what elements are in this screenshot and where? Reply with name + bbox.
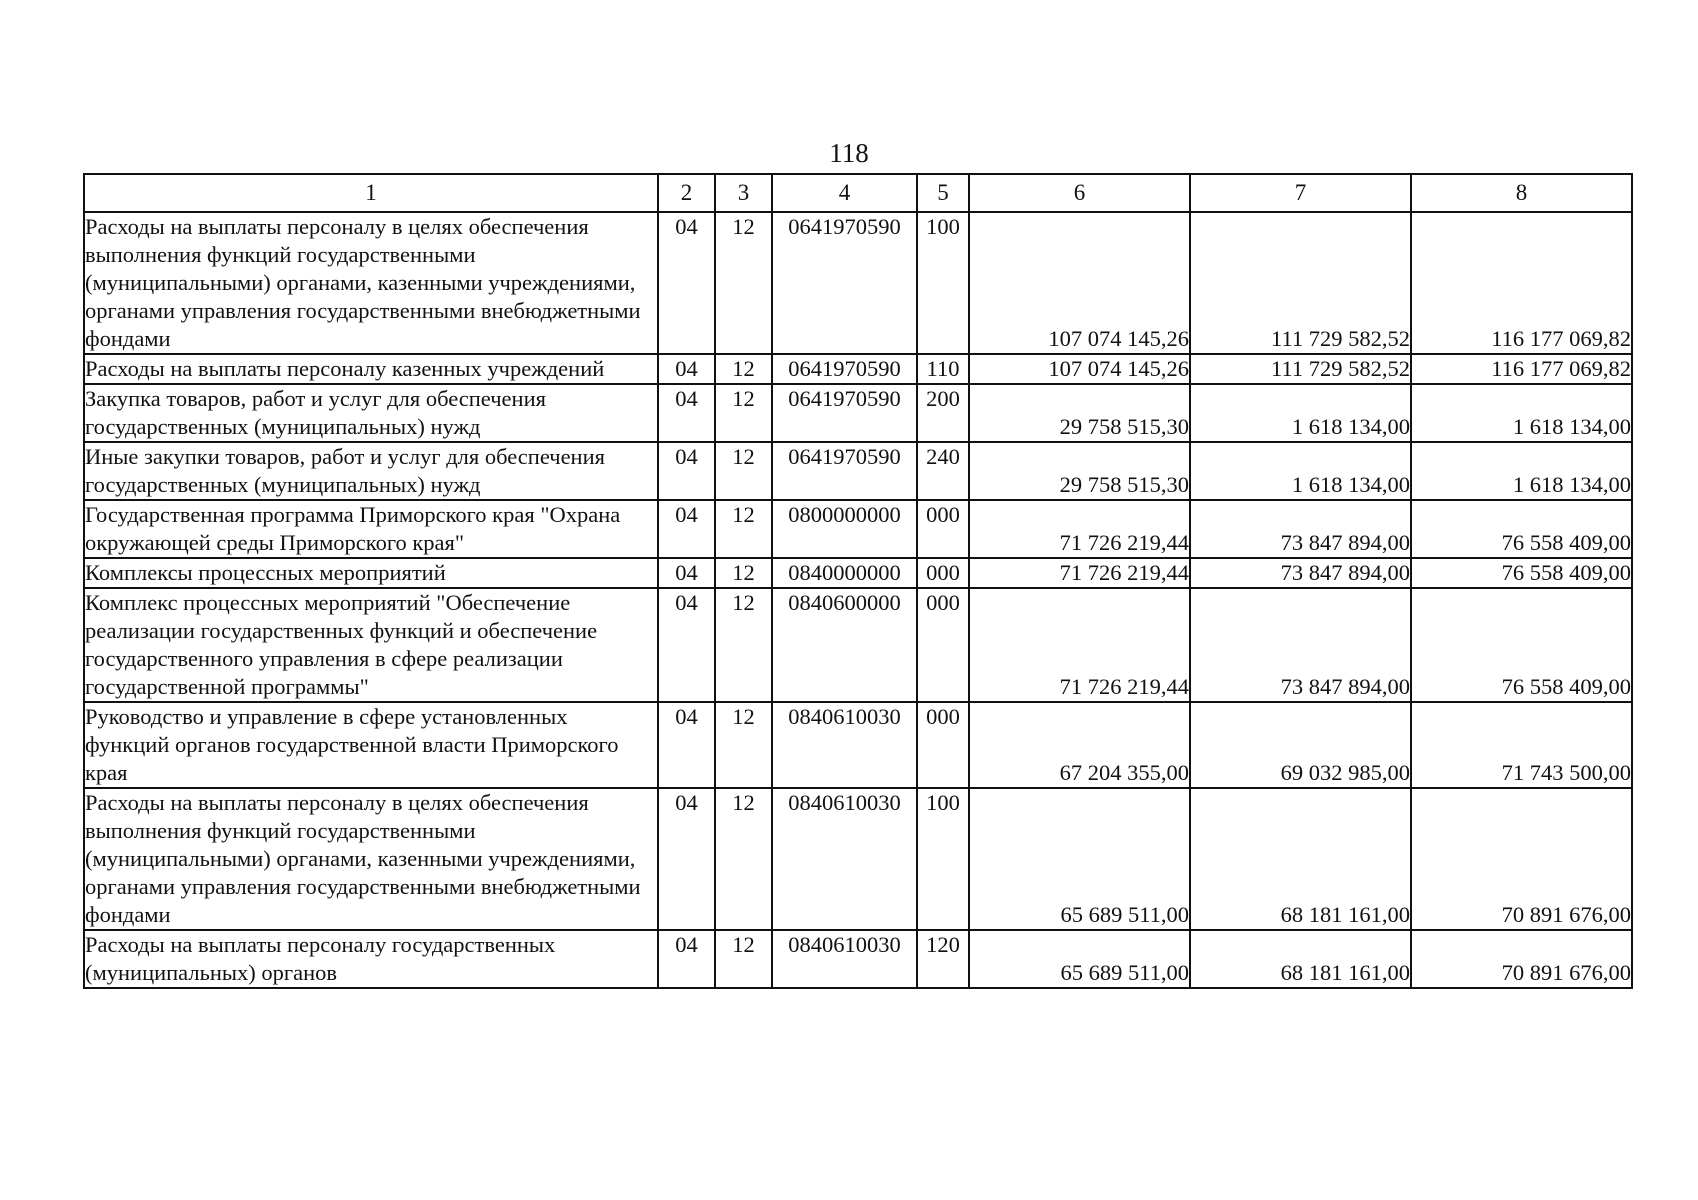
table-row [84, 588, 1632, 702]
target-article-cell: 0840600000 [772, 588, 917, 702]
table-row [84, 788, 1632, 930]
table-row [84, 354, 1632, 384]
expense-name-cell: Расходы на выплаты персоналу в целях обеспечения выполнения функций государственными (муниципальными) органами, казенными учреждениями, органами управления государственными внебюджетными фондами [84, 788, 658, 930]
amount-cell-col6: 29 758 515,30 [969, 384, 1190, 442]
expense-name-cell: Иные закупки товаров, работ и услуг для обеспечения государственных (муниципальных) нужд [84, 442, 658, 500]
amount-cell-col6: 107 074 145,26 [969, 212, 1190, 354]
expense-type-cell: 120 [917, 930, 969, 988]
section-code-cell: 04 [658, 702, 715, 788]
subsection-code-cell: 12 [715, 702, 772, 788]
amount-cell-col6: 29 758 515,30 [969, 442, 1190, 500]
table-row [84, 558, 1632, 588]
subsection-code-cell: 12 [715, 558, 772, 588]
amount-cell-col7: 111 729 582,52 [1190, 212, 1411, 354]
amount-cell-col7: 73 847 894,00 [1190, 500, 1411, 558]
amount-cell-col6: 65 689 511,00 [969, 930, 1190, 988]
section-code-cell: 04 [658, 930, 715, 988]
subsection-code-cell: 12 [715, 930, 772, 988]
column-header: 7 [1190, 174, 1411, 212]
column-header: 1 [84, 174, 658, 212]
amount-cell-col6: 67 204 355,00 [969, 702, 1190, 788]
table-row [84, 442, 1632, 500]
amount-cell-col8: 1 618 134,00 [1411, 384, 1632, 442]
amount-cell-col8: 76 558 409,00 [1411, 588, 1632, 702]
subsection-code-cell: 12 [715, 354, 772, 384]
target-article-cell: 0800000000 [772, 500, 917, 558]
target-article-cell: 0840610030 [772, 930, 917, 988]
column-header: 4 [772, 174, 917, 212]
amount-cell-col7: 73 847 894,00 [1190, 558, 1411, 588]
amount-cell-col8: 1 618 134,00 [1411, 442, 1632, 500]
expense-name-cell: Государственная программа Приморского края "Охрана окружающей среды Приморского края" [84, 500, 658, 558]
expense-name-cell: Закупка товаров, работ и услуг для обеспечения государственных (муниципальных) нужд [84, 384, 658, 442]
column-header: 8 [1411, 174, 1632, 212]
section-code-cell: 04 [658, 442, 715, 500]
amount-cell-col7: 68 181 161,00 [1190, 788, 1411, 930]
expense-type-cell: 000 [917, 500, 969, 558]
expense-type-cell: 100 [917, 212, 969, 354]
subsection-code-cell: 12 [715, 788, 772, 930]
subsection-code-cell: 12 [715, 384, 772, 442]
section-code-cell: 04 [658, 558, 715, 588]
budget-table [83, 173, 1633, 989]
expense-name-cell: Руководство и управление в сфере установленных функций органов государственной власти Приморского края [84, 702, 658, 788]
target-article-cell: 0840610030 [772, 788, 917, 930]
expense-type-cell: 000 [917, 702, 969, 788]
target-article-cell: 0840610030 [772, 702, 917, 788]
amount-cell-col6: 65 689 511,00 [969, 788, 1190, 930]
expense-name-cell: Расходы на выплаты персоналу в целях обеспечения выполнения функций государственными (муниципальными) органами, казенными учреждениями, органами управления государственными внебюджетными фондами [84, 212, 658, 354]
target-article-cell: 0641970590 [772, 212, 917, 354]
table-row [84, 930, 1632, 988]
amount-cell-col7: 73 847 894,00 [1190, 588, 1411, 702]
subsection-code-cell: 12 [715, 442, 772, 500]
target-article-cell: 0641970590 [772, 384, 917, 442]
amount-cell-col8: 116 177 069,82 [1411, 212, 1632, 354]
subsection-code-cell: 12 [715, 588, 772, 702]
amount-cell-col7: 1 618 134,00 [1190, 442, 1411, 500]
section-code-cell: 04 [658, 354, 715, 384]
header-row [84, 174, 1632, 212]
amount-cell-col8: 76 558 409,00 [1411, 500, 1632, 558]
amount-cell-col8: 71 743 500,00 [1411, 702, 1632, 788]
target-article-cell: 0641970590 [772, 354, 917, 384]
section-code-cell: 04 [658, 212, 715, 354]
table-row [84, 212, 1632, 354]
expense-type-cell: 000 [917, 558, 969, 588]
page-number: 118 [829, 138, 869, 168]
section-code-cell: 04 [658, 384, 715, 442]
amount-cell-col7: 68 181 161,00 [1190, 930, 1411, 988]
target-article-cell: 0840000000 [772, 558, 917, 588]
expense-name-cell: Комплекс процессных мероприятий "Обеспечение реализации государственных функций и обеспечение государственного управления в сфере реализации государственной программы" [84, 588, 658, 702]
expense-name-cell: Расходы на выплаты персоналу казенных учреждений [84, 354, 658, 384]
expense-name-cell: Расходы на выплаты персоналу государственных (муниципальных) органов [84, 930, 658, 988]
amount-cell-col8: 70 891 676,00 [1411, 930, 1632, 988]
amount-cell-col8: 76 558 409,00 [1411, 558, 1632, 588]
expense-type-cell: 110 [917, 354, 969, 384]
amount-cell-col7: 1 618 134,00 [1190, 384, 1411, 442]
table-row [84, 384, 1632, 442]
subsection-code-cell: 12 [715, 500, 772, 558]
column-header: 3 [715, 174, 772, 212]
column-header: 5 [917, 174, 969, 212]
table-row [84, 500, 1632, 558]
expense-type-cell: 000 [917, 588, 969, 702]
expense-name-cell: Комплексы процессных мероприятий [84, 558, 658, 588]
expense-type-cell: 200 [917, 384, 969, 442]
amount-cell-col6: 71 726 219,44 [969, 558, 1190, 588]
expense-type-cell: 100 [917, 788, 969, 930]
target-article-cell: 0641970590 [772, 442, 917, 500]
subsection-code-cell: 12 [715, 212, 772, 354]
table-row [84, 702, 1632, 788]
expense-type-cell: 240 [917, 442, 969, 500]
amount-cell-col8: 70 891 676,00 [1411, 788, 1632, 930]
section-code-cell: 04 [658, 588, 715, 702]
amount-cell-col6: 71 726 219,44 [969, 500, 1190, 558]
column-header: 2 [658, 174, 715, 212]
column-header: 6 [969, 174, 1190, 212]
amount-cell-col8: 116 177 069,82 [1411, 354, 1632, 384]
amount-cell-col7: 111 729 582,52 [1190, 354, 1411, 384]
amount-cell-col7: 69 032 985,00 [1190, 702, 1411, 788]
amount-cell-col6: 71 726 219,44 [969, 588, 1190, 702]
section-code-cell: 04 [658, 500, 715, 558]
section-code-cell: 04 [658, 788, 715, 930]
amount-cell-col6: 107 074 145,26 [969, 354, 1190, 384]
